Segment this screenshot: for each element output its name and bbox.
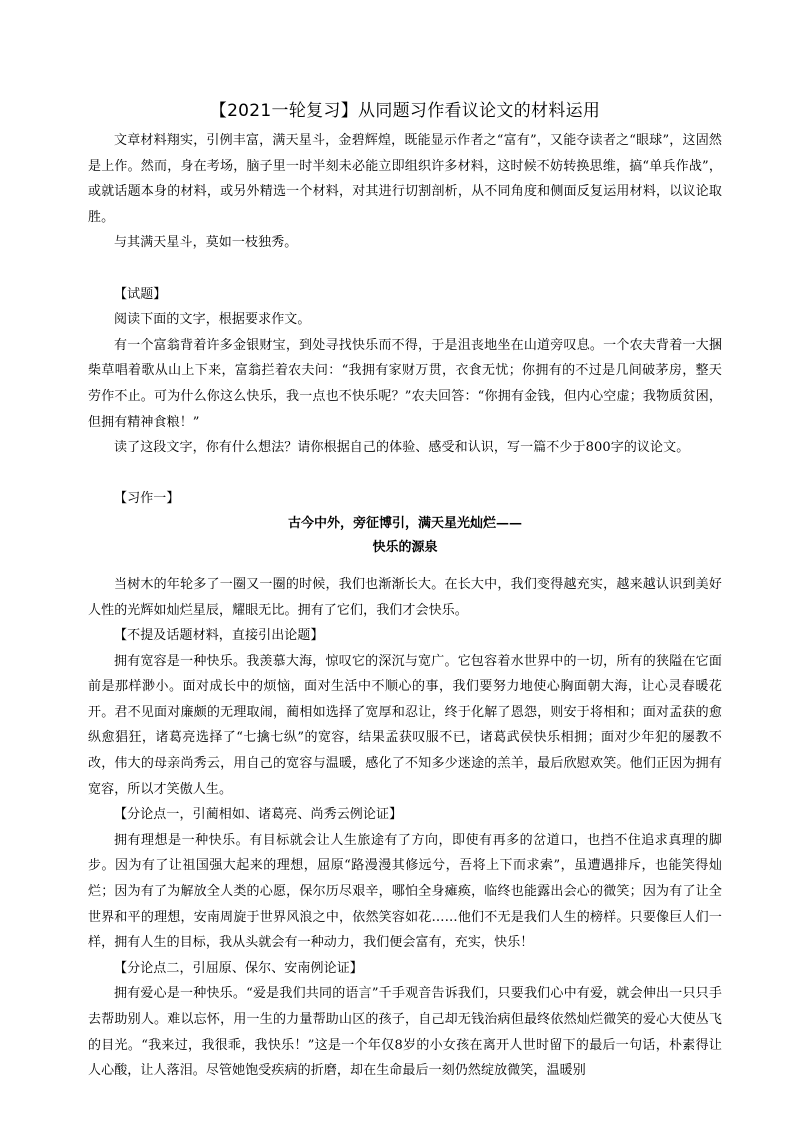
blank-line [88, 560, 722, 572]
intro-paragraph: 文章材料翔实，引例丰富，满天星斗，金碧辉煌，既能显示作者之“富有”，又能夺读者之“眼球”，这固然是上作。然而，身在考场，脑子里一时半刻未必能立即组织许多材料，这时候不妨转换思维，搞“单兵作战”，或就话题本身的材料，或另外精选一个材料，对其进行切割剖析，从不同角度和侧面反复运用材料，以议论取胜。 [88, 133, 722, 225]
essay-paragraph: 拥有爱心是一种快乐。“爱是我们共同的语言”千手观音告诉我们，只要我们心中有爱，就会伸出一只只手去帮助别人。难以忘怀，用一生的力量帮助山区的孩子，自己却无钱治病但最终依然灿烂微笑的爱心大使丛飞的目光。“我来过，我很乖，我快乐！”这是一个年仅8岁的小女孩在离开人世时留下的最后一句话，朴素得让人心酸，让人落泪。尽管她饱受疾病的折磨，却在生命最后一刻仍然绽放微笑，温暖别 [88, 986, 722, 1079]
exam-paragraph: 有一个富翁背着许多金银财宝，到处寻找快乐而不得，于是沮丧地坐在山道旁叹息。一个农夫背着一大捆柴草唱着歌从山上下来，富翁拦着农夫问：“我拥有家财万贯，衣食无忧；你拥有的不过是几间破茅房，整天劳作不止。可为什么你这么快乐，我一点也不快乐呢？”农夫回答：“你拥有金钱，但内心空虚；我物质贫困，但拥有精神食粮！” [88, 337, 722, 430]
essay-annotation: 【分论点一，引蔺相如、诸葛亮、尚秀云例论证】 [114, 807, 403, 823]
exam-paragraph: 阅读下面的文字，根据要求作文。 [114, 312, 311, 328]
essay-paragraph: 拥有理想是一种快乐。有目标就会让人生旅途有了方向，即使有再多的岔道口，也挡不住追求真理的脚步。因为有了让祖国强大起来的理想，屈原“路漫漫其修远兮，吾将上下而求索”，虽遭遇排斥，也能笑得灿烂；因为有了为解放全人类的心愿，保尔历尽艰辛，哪怕全身瘫痪，临终也能露出会心的微笑；因为有了让全世界和平的理想，安南周旋于世界风浪之中，依然笑容如花……他们不无是我们人生的榜样。只要像巨人们一样，拥有人生的目标，我从头就会有一种动力，我们便会富有，充实，快乐！ [88, 832, 722, 951]
essay-annotation: 【分论点二，引屈原、保尔、安南例论证】 [114, 960, 363, 976]
essay-title-line-1: 古今中外，旁征博引，满天星光灿烂—— [287, 515, 522, 531]
blank-line [88, 461, 722, 487]
document-title: 【2021一轮复习】从同题习作看议论文的材料运用 [209, 101, 601, 121]
intro-paragraph: 与其满天星斗，莫如一枝独秀。 [114, 235, 298, 251]
blank-line [88, 256, 722, 282]
exam-heading: 【试题】 [114, 286, 167, 302]
exam-paragraph: 读了这段文字，你有什么想法？请你根据自己的体验、感受和认识，写一篇不少于800字的议论文。 [114, 440, 690, 456]
essay-paragraph: 当树木的年轮多了一圈又一圈的时候，我们也渐渐长大。在长大中，我们变得越充实，越来越认识到美好人性的光辉如灿烂星辰，耀眼无比。拥有了它们，我们才会快乐。 [88, 576, 722, 618]
essay-heading: 【习作一】 [114, 491, 180, 507]
essay-title-line-2: 快乐的源泉 [372, 539, 438, 555]
document-body [88, 98, 722, 1084]
essay-paragraph: 拥有宽容是一种快乐。我羡慕大海，惊叹它的深沉与宽广。它包容着水世界中的一切，所有的狭隘在它面前是那样渺小。面对成长中的烦恼，面对生活中不顺心的事，我们要努力地使心胸面朝大海，让心灵春暖花开。君不见面对廉颇的无理取闹，蔺相如选择了宽厚和忍让，终于化解了恩怨，则安于将相和；面对孟获的愈纵愈猖狂，诸葛亮选择了“七擒七纵”的宽容，结果孟获叹服不已，诸葛武侯快乐相拥；面对少年犯的屡教不改，伟大的母亲尚秀云，用自己的宽容与温暖，感化了不知多少迷途的羔羊，最后欣慰欢笑。他们正因为拥有宽容，所以才笑傲人生。 [88, 653, 722, 797]
essay-annotation: 【不提及话题材料，直接引出论题】 [114, 628, 324, 644]
